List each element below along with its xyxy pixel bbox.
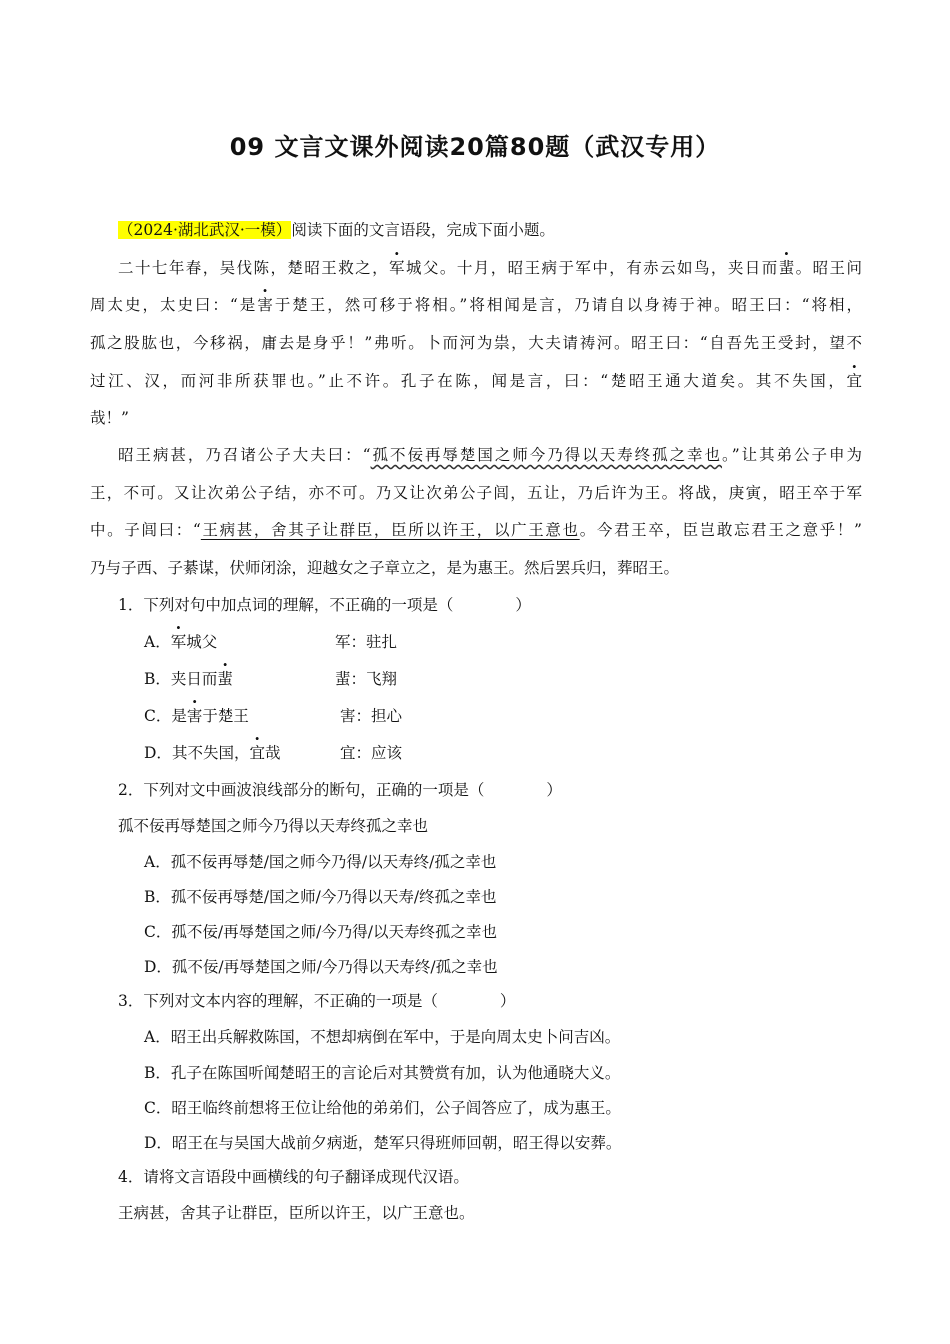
underlined-sentence: 王病甚，舍其子让群臣，臣所以许王，以广王意也 [200,521,580,539]
passage-line: 孤之股肱也，今移祸，庸去是身乎！”弗听。卜而河为祟，大夫请祷河。昭王曰：“自吾先王受封，望不 [90,334,862,352]
option-text: 城父 [186,633,218,651]
option-label: B． [144,670,171,688]
dotted-word: 宜 [249,744,265,762]
passage-line [90,369,862,391]
question-2-stem: 2．下列对文中画波浪线部分的断句，正确的一项是（ ） [118,781,562,799]
passage-text: 。昭王问 [794,259,862,277]
passage-line: 王，不可。又让次弟公子结，亦不可。乃又让次弟公子闾，五让，乃后许为王。将战，庚寅，昭王卒于军 [90,484,862,502]
dotted-word: 宜 [846,372,862,390]
q2-option-a[interactable]: A．孤不佞再辱楚/国之师今乃得/以天寿终/孤之幸也 [144,853,497,871]
passage-text: 。今君王卒，臣岂敢忘君王之意乎！” [579,521,862,539]
option-text: 夹日而 [170,670,218,688]
q1-option-d-answer: 宜：应该 [340,744,403,762]
passage-text: 昭王病甚，乃召诸公子大夫曰：“ [118,446,371,464]
passage-line: 哉！” [90,409,129,427]
passage-text: 于楚王，然可移于将相。”将相闻是言，乃请自以身祷于神。昭王曰：“将相， [272,296,862,314]
q2-option-d[interactable]: D．孤不佞/再辱楚国之师/今乃得以天寿终/孤之幸也 [144,958,498,976]
q1-option-b-answer: 蜚：飞翔 [335,670,398,688]
q3-option-a[interactable]: A．昭王出兵解救陈国，不想却病倒在军中，于是向周太史卜问吉凶。 [144,1028,621,1046]
passage-text: 。”让其弟公子申为 [722,446,862,464]
q3-option-b[interactable]: B．孔子在陈国听闻楚昭王的言论后对其赞赏有加，认为他通晓大义。 [144,1064,621,1082]
passage-line [90,293,862,315]
option-text: 其不失国， [171,744,250,762]
wavy-underlined-sentence: 孤不佞再辱楚国之师今乃得以天寿终孤之幸也 [370,446,723,464]
q2-option-c[interactable]: C．孤不佞/再辱楚国之师/今乃得/以天寿终孤之幸也 [144,923,498,941]
passage-line: 乃与子西、子綦谋，伏师闭涂，迎越女之子章立之，是为惠王。然后罢兵归，葬昭王。 [90,559,680,577]
dotted-word: 害 [186,707,203,725]
q2-option-b[interactable]: B．孤不佞再辱楚/国之师/今乃得以天寿/终孤之幸也 [144,888,497,906]
q1-option-c-answer: 害：担心 [340,707,403,725]
option-text: 于楚王 [202,707,249,725]
question-2-sentence: 孤不佞再辱楚国之师今乃得以天寿终孤之幸也 [118,817,429,835]
passage-text: 过江、汉，而河非所获罪也。”止不许。孔子在陈，闻是言，曰：“楚昭王通大道矣。其不失国， [90,372,847,390]
dotted-word: 军 [170,633,187,651]
q1-option-c[interactable] [144,704,249,726]
passage-text: 中。子闾曰：“ [90,521,201,539]
passage-line [118,443,862,465]
q3-option-d[interactable]: D．昭王在与吴国大战前夕病逝，楚军只得班师回朝，昭王得以安葬。 [144,1134,622,1152]
question-4-stem: 4．请将文言语段中画横线的句子翻译成现代汉语。 [118,1168,469,1186]
dotted-word: 军 [389,259,405,277]
dotted-word: 蜚 [217,670,233,688]
source-tag: （2024·湖北武汉·一模） [118,221,292,239]
q1-option-a[interactable] [144,630,217,652]
passage-intro-line [118,218,862,240]
passage-line [90,518,862,540]
question-3-stem: 3．下列对文本内容的理解，不正确的一项是（ ） [118,992,516,1010]
question-1-stem: 1．下列对句中加点词的理解，不正确的一项是（ ） [118,596,531,614]
page-title: 09 文言文课外阅读20篇80题（武汉专用） [229,133,721,161]
option-text: 是 [171,707,187,725]
option-text: 哉 [264,744,281,762]
passage-text: 周太史，太史曰：“是 [90,296,258,314]
q1-option-d[interactable] [144,741,280,763]
intro-text: 阅读下面的文言语段，完成下面小题。 [291,221,555,239]
option-label: C． [144,707,172,725]
dotted-word: 蜚 [778,259,795,277]
q1-option-b[interactable] [144,667,233,689]
dotted-word: 害 [257,296,273,314]
q1-option-a-answer: 军：驻扎 [335,633,398,651]
option-label: A． [144,633,171,651]
q3-option-c[interactable]: C．昭王临终前想将王位让给他的弟弟们，公子闾答应了，成为惠王。 [144,1099,621,1117]
option-label: D． [144,744,172,762]
passage-text: 城父。十月，昭王病于军中，有赤云如鸟，夹日而 [404,259,779,277]
passage-text: 二十七年春，吴伐陈，楚昭王救之， [118,259,390,277]
question-4-sentence: 王病甚，舍其子让群臣，臣所以许王，以广王意也。 [118,1204,475,1222]
passage-line [118,256,862,278]
